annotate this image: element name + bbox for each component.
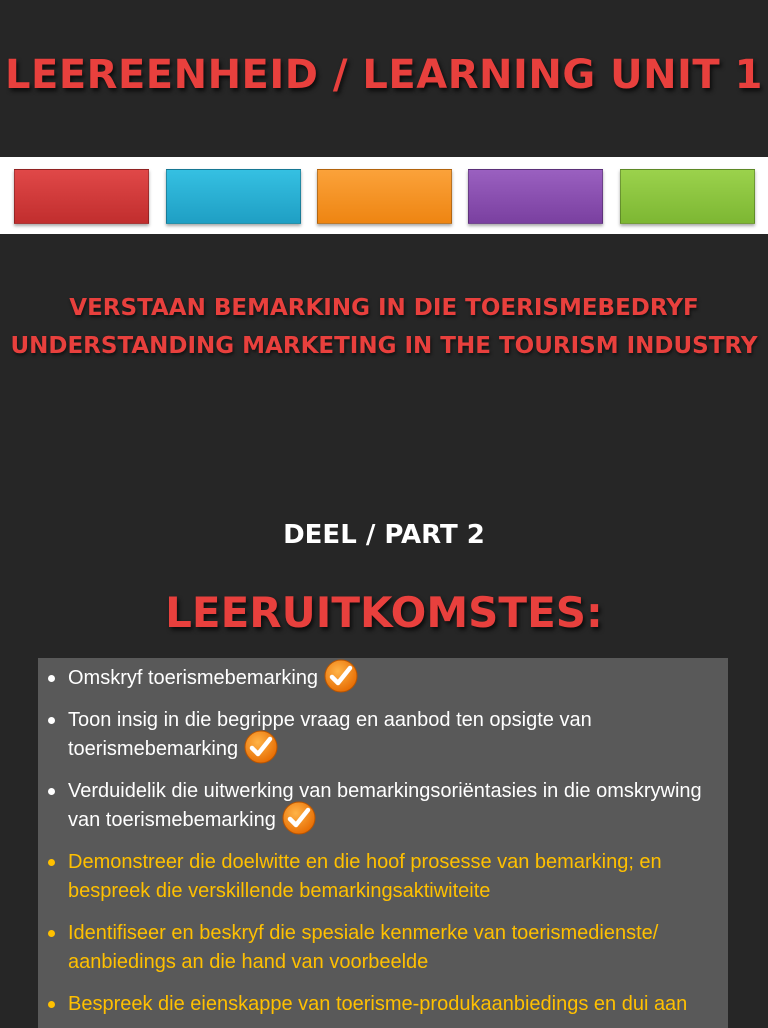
color-swatch-blue — [166, 169, 301, 224]
outcome-text-line: Verduidelik die uitwerking van bemarkingsoriëntasies in die omskrywing — [68, 780, 702, 802]
part-label: DEEL / PART 2 — [283, 520, 485, 550]
slide-title: LEEREENHEID / LEARNING UNIT 1 — [5, 52, 763, 98]
outcome-item — [48, 664, 718, 693]
checkmark-icon — [324, 659, 358, 693]
outcome-item — [48, 777, 718, 835]
outcome-text-line: van toerismebemarking — [68, 809, 276, 831]
checkmark-icon — [244, 730, 278, 764]
subtitle-english: UNDERSTANDING MARKETING IN THE TOURISM INDUSTRY — [10, 333, 758, 359]
outcome-text-line: Identifiseer en beskryf die spesiale kenmerke van toerismedienste/ — [68, 922, 659, 944]
outcomes-list — [38, 658, 728, 1019]
bullet-icon — [48, 717, 55, 724]
color-swatch-red — [14, 169, 149, 224]
outcomes-heading: LEERUITKOMSTES: — [165, 588, 603, 637]
outcome-text-line: Omskryf toerismebemarking — [68, 667, 319, 689]
outcome-item — [48, 848, 718, 906]
outcomes-box — [38, 658, 728, 1028]
color-swatch-purple — [468, 169, 603, 224]
checkmark-icon — [282, 801, 316, 835]
outcome-text-line: toerismebemarking — [68, 738, 239, 760]
bullet-icon — [48, 788, 55, 795]
subtitle-afrikaans: VERSTAAN BEMARKING IN DIE TOERISMEBEDRYF — [69, 295, 699, 321]
color-swatch-green — [620, 169, 755, 224]
outcome-item — [48, 990, 718, 1019]
outcome-text-line: bespreek die verskillende bemarkingsaktiwiteite — [68, 880, 491, 902]
outcome-text-line: Toon insig in die begrippe vraag en aanbod ten opsigte van — [68, 709, 592, 731]
outcome-item — [48, 919, 718, 977]
outcome-item — [48, 706, 718, 764]
outcome-text-line: Bespreek die eienskappe van toerisme-produkaanbiedings en dui aan — [68, 993, 688, 1015]
bullet-icon — [48, 1001, 55, 1008]
bullet-icon — [48, 859, 55, 866]
color-band — [0, 157, 768, 234]
bullet-icon — [48, 675, 55, 682]
outcome-text-line: Demonstreer die doelwitte en die hoof prosesse van bemarking; en — [68, 851, 662, 873]
color-swatch-orange — [317, 169, 452, 224]
bullet-icon — [48, 930, 55, 937]
outcome-text-line: aanbiedings an die hand van voorbeelde — [68, 951, 429, 973]
